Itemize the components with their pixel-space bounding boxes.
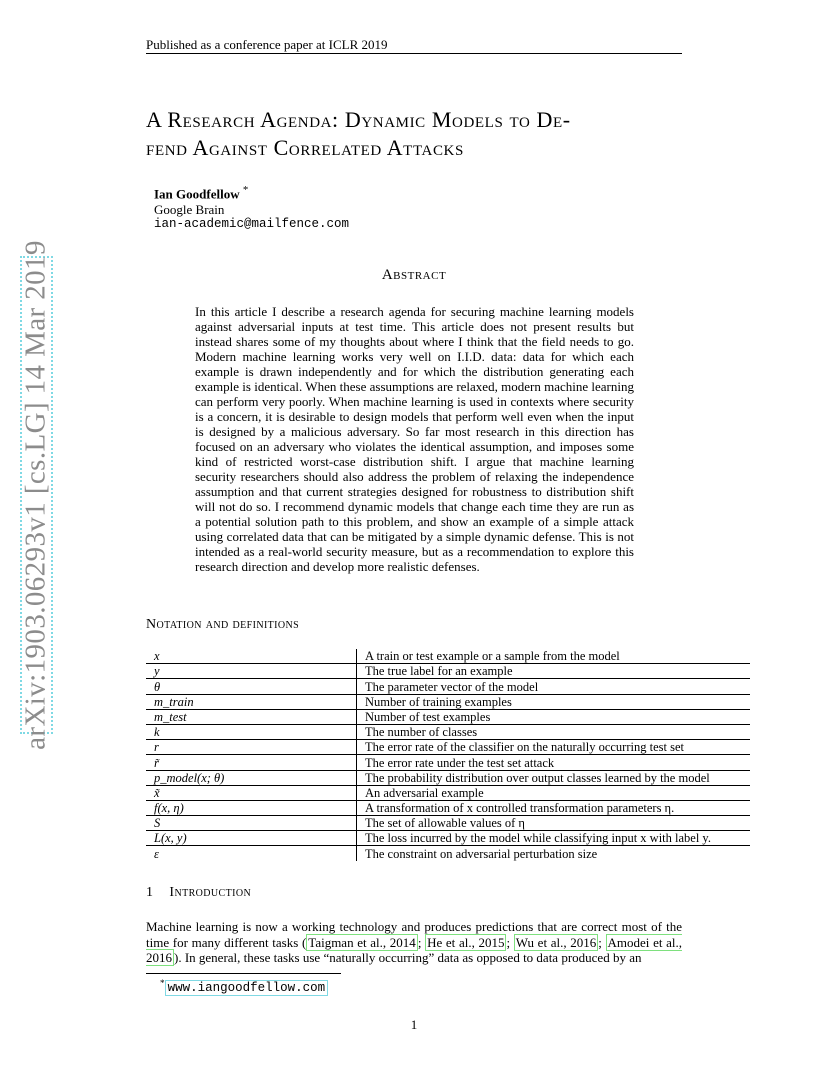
notation-meaning: An adversarial example	[357, 785, 751, 800]
notation-meaning: Number of test examples	[357, 709, 751, 724]
notation-symbol: r	[146, 740, 357, 755]
citation-link[interactable]: Wu et al., 2016	[515, 934, 597, 950]
notation-row	[146, 649, 750, 664]
intro-paragraph: Machine learning is now a working technology and produces predictions that are correct most of the time for many different tasks ( Taigman et al., 2014 ; He et al., 2015 ; Wu et al., 2016 ; Amodei et al., 2016 ). In general, these tasks use “naturally occurring” data as opposed to data produced by an	[146, 919, 682, 965]
notation-symbol: L(x, y)	[146, 831, 357, 846]
notation-meaning: A transformation of x controlled transformation parameters η.	[357, 800, 751, 815]
author-email: ian-academic@mailfence.com	[154, 217, 350, 232]
title-line-1: A Research Agenda: Dynamic Models to De-	[146, 107, 571, 132]
paper-title	[146, 106, 706, 162]
notation-symbol: m_train	[146, 694, 357, 709]
intro-heading-text: Introduction	[169, 885, 252, 900]
notation-meaning: Number of training examples	[357, 694, 751, 709]
author-affiliation: Google Brain	[154, 201, 225, 217]
notation-symbol: ε	[146, 846, 357, 861]
homepage-link[interactable]: www.iangoodfellow.com	[165, 980, 329, 996]
notation-row	[146, 785, 750, 800]
author-block	[154, 183, 349, 233]
running-header: Published as a conference paper at ICLR 2019	[146, 37, 388, 52]
notation-symbol: x	[146, 649, 357, 664]
notation-heading: Notation and definitions	[146, 617, 300, 632]
notation-meaning: The set of allowable values of η	[357, 816, 751, 831]
arxiv-stamp[interactable]	[9, 240, 59, 750]
notation-meaning: A train or test example or a sample from the model	[357, 649, 751, 664]
notation-meaning: The probability distribution over output classes learned by the model	[357, 770, 751, 785]
notation-meaning: The true label for an example	[357, 664, 751, 679]
notation-symbol: k	[146, 724, 357, 739]
notation-table	[146, 649, 750, 861]
notation-symbol: y	[146, 664, 357, 679]
notation-row	[146, 831, 750, 846]
notation-meaning: The error rate under the test set attack	[357, 755, 751, 770]
abstract-text: In this article I describe a research agenda for securing machine learning models against adversarial inputs at test time. This article does not present results but instead shares some of my thoughts about where I think that the field needs to go. Modern machine learning works very well on I.I.D. data: data for which each example is drawn independently and for which the distribution generating each example is identical. When these assumptions are relaxed, modern machine learning can perform very poorly. When machine learning is used in contexts where security is a concern, it is desirable to design models that perform well even when the input is designed by a malicious adversary. So far most research in this direction has focused on an adversary who violates the identical assumption, and imposes some kind of restricted worst-case distribution shift. I argue that machine learning security researchers should also address the problem of relaxing the independence assumption and that current strategies designed for robustness to distribution shift will not do so. I recommend dynamic models that change each time they are run as a potential solution path to this problem, and show an example of a simple attack using correlated data that can be mitigated by a simple dynamic defense. This is not intended as a real-world security measure, but as a recommendation to explore this research direction and develop more realistic defenses.	[195, 304, 634, 574]
notation-symbol: x̃	[146, 785, 357, 800]
page-number: 1	[410, 1017, 418, 1032]
intro-text-pre: Machine learning is now a working technology and produces predictions that are correct most of the time for many different tasks (	[146, 919, 682, 950]
notation-row	[146, 724, 750, 739]
notation-symbol: S	[146, 816, 357, 831]
notation-row	[146, 679, 750, 694]
abstract-heading: Abstract	[381, 267, 447, 283]
intro-heading	[146, 885, 251, 901]
citation-link[interactable]: Taigman et al., 2014	[308, 934, 416, 950]
arxiv-stamp-text: arXiv:1903.06293v1 [cs.LG] 14 Mar 2019	[19, 240, 52, 750]
author-footnote-mark: *	[242, 184, 249, 196]
title-line-2: fend Against Correlated Attacks	[146, 135, 464, 160]
notation-row	[146, 755, 750, 770]
notation-symbol: p_model(x; θ)	[146, 770, 357, 785]
intro-text-post: ). In general, these tasks use “naturally occurring” data as opposed to data produced by an	[174, 950, 642, 965]
notation-meaning: The number of classes	[357, 724, 751, 739]
footnote-rule	[146, 973, 341, 974]
notation-row	[146, 709, 750, 724]
notation-symbol: θ	[146, 679, 357, 694]
notation-row	[146, 816, 750, 831]
notation-symbol: r̃	[146, 755, 357, 770]
header-rule	[146, 53, 682, 54]
notation-meaning: The parameter vector of the model	[357, 679, 751, 694]
notation-row	[146, 664, 750, 679]
footnote-mark: *	[160, 978, 165, 988]
notation-meaning: The error rate of the classifier on the naturally occurring test set	[357, 740, 751, 755]
notation-meaning: The constraint on adversarial perturbation size	[365, 846, 598, 861]
author-name: Ian Goodfellow	[154, 186, 240, 202]
notation-row	[146, 800, 750, 815]
notation-row	[146, 740, 750, 755]
notation-symbol: m_test	[146, 709, 357, 724]
notation-row	[146, 694, 750, 709]
notation-meaning: The loss incurred by the model while classifying input x with label y.	[357, 831, 751, 846]
notation-row	[146, 770, 750, 785]
notation-symbol: f(x, η)	[146, 800, 357, 815]
citation-link[interactable]: Amodei et al., 2016	[146, 934, 682, 965]
notation-row	[146, 846, 750, 861]
intro-section-number: 1	[146, 885, 154, 900]
footnote	[160, 978, 328, 995]
citation-link[interactable]: He et al., 2015	[427, 934, 505, 950]
